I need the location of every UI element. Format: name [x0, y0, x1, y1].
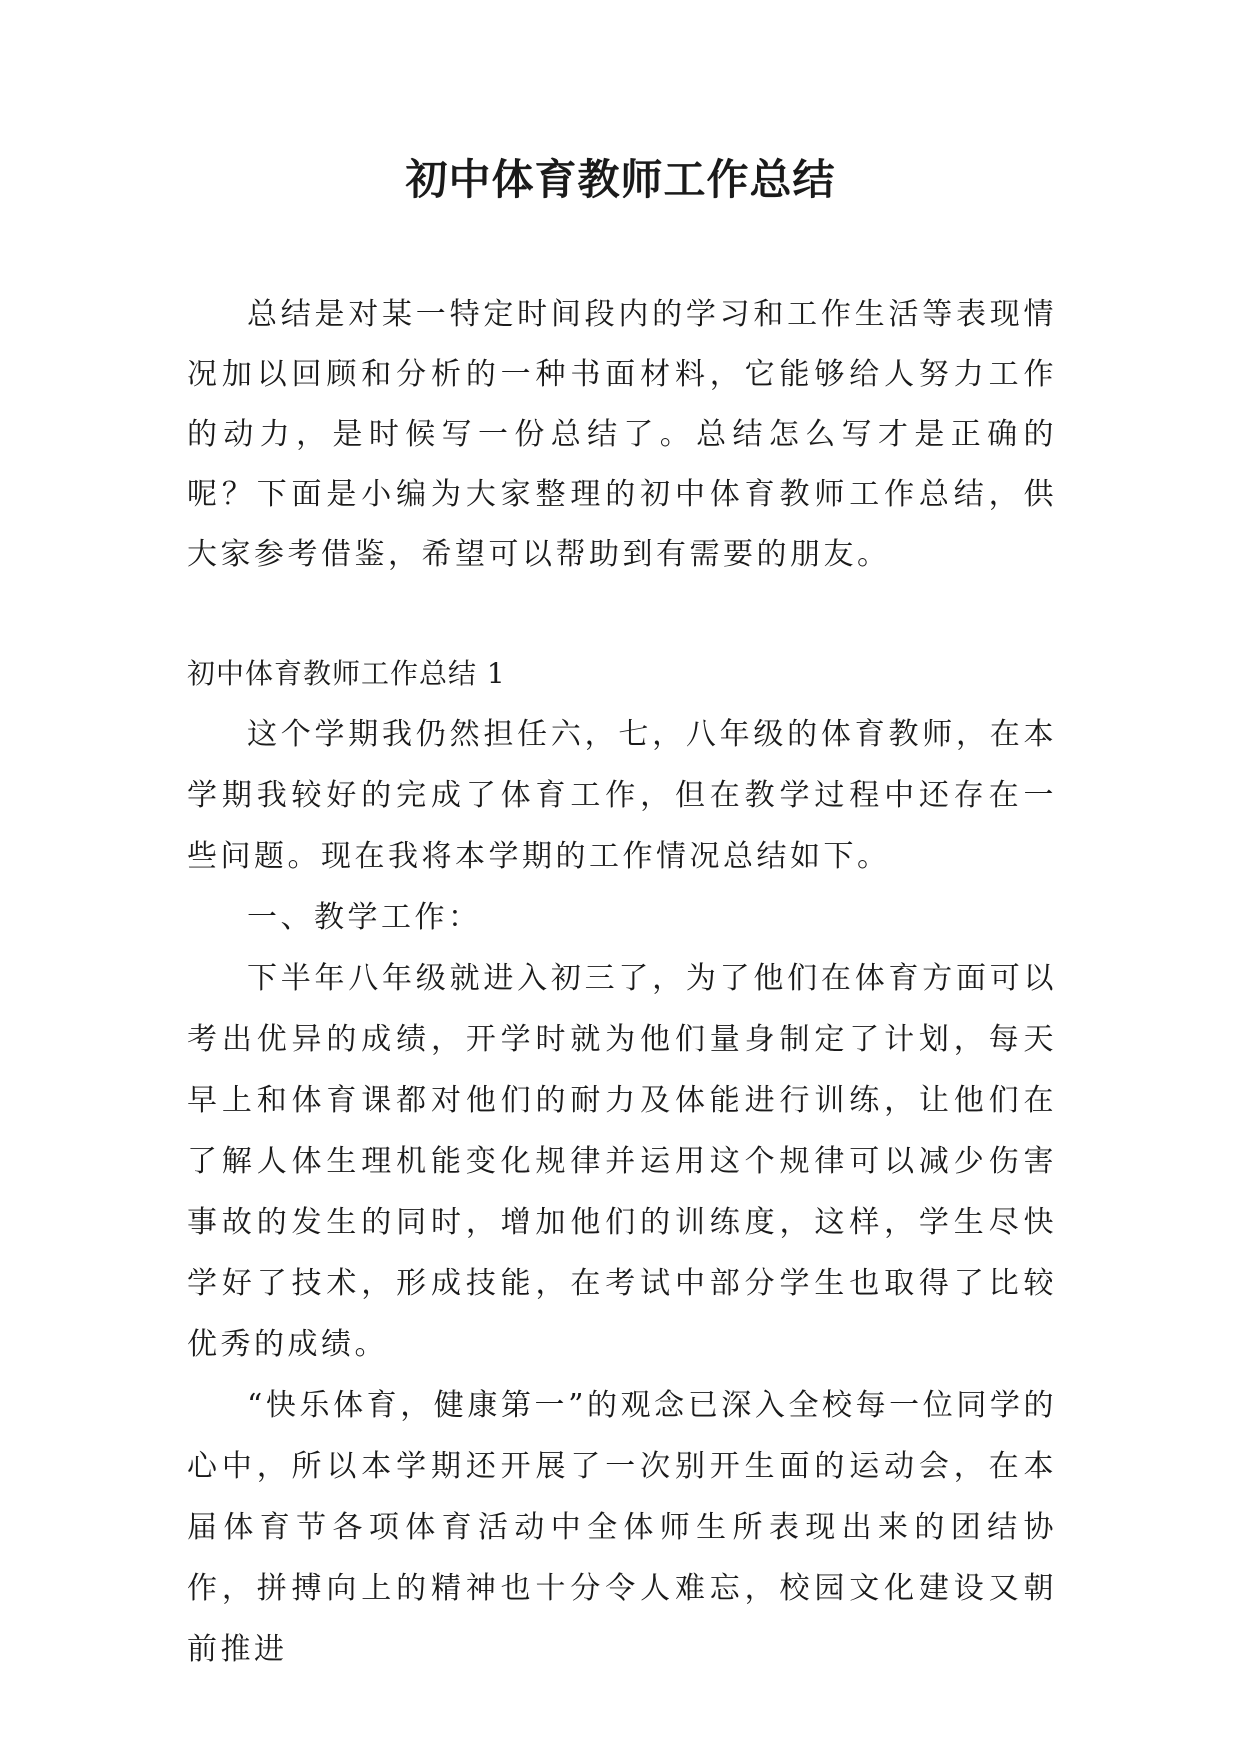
section-heading: 初中体育教师工作总结 1	[187, 657, 506, 690]
subsection-heading-teaching: 一、教学工作：	[247, 900, 482, 935]
document-title: 初中体育教师工作总结	[405, 155, 836, 204]
intro-paragraph: 总结是对某一特定时间段内的学习和工作生活等表现情况加以回顾和分析的一种书面材料，它能够给人努力工作的动力，是时候写一份总结了。总结怎么写才是正确的呢？下面是小编为大家整理的初中体育教师工作总结，供大家参考借鉴，希望可以帮助到有需要的朋友。	[187, 297, 1057, 572]
document-body	[187, 285, 1057, 1680]
body-paragraph-3: “快乐体育，健康第一”的观念已深入全校每一位同学的心中，所以本学期还开展了一次别开生面的运动会，在本届体育节各项体育活动中全体师生所表现出来的团结协作，拼搏向上的精神也十分令人难忘，校园文化建设又朝前推进	[187, 1388, 1057, 1667]
body-paragraph-2: 下半年八年级就进入初三了，为了他们在体育方面可以考出优异的成绩，开学时就为他们量身制定了计划，每天早上和体育课都对他们的耐力及体能进行训练，让他们在了解人体生理机能变化规律并运用这个规律可以减少伤害事故的发生的同时，增加他们的训练度，这样，学生尽快学好了技术，形成技能，在考试中部分学生也取得了比较优秀的成绩。	[187, 961, 1057, 1362]
body-paragraph-1: 这个学期我仍然担任六，七，八年级的体育教师，在本学期我较好的完成了体育工作，但在教学过程中还存在一些问题。现在我将本学期的工作情况总结如下。	[187, 717, 1057, 874]
